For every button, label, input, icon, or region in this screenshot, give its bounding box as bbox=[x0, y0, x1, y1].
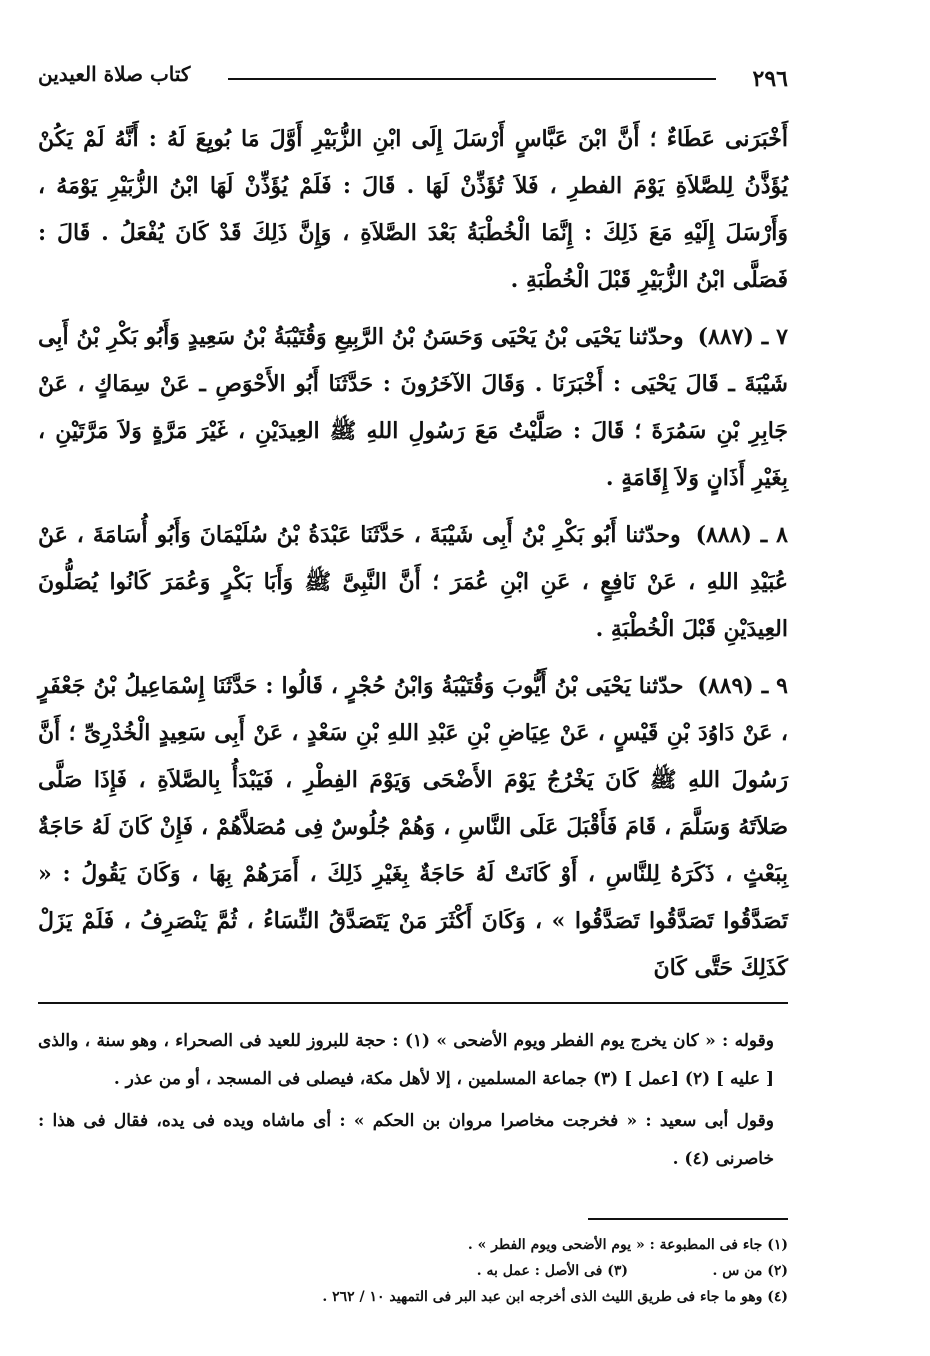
hadith-text: وحدّثنا يَحْيَى بْنُ يَحْيَى وَحَسَنُ بْنُ الرَّبِيعِ وَقُتَيْبَةُ بْنُ سَعِيدٍ وَأَبُو بَكْرِ بْنُ أَبِى شَيْبَةَ ـ قَالَ يَحْيَى : أَخْبَرَنَا . وَقَالَ الآخَرُونَ : حَدَّثَنَا أَبُو الأَحْوَصِ ـ عَنْ سِمَاكٍ ، عَنْ جَابِرِ بْنِ سَمُرَةَ ؛ قَالَ : صَلَّيْتُ مَعَ رَسُولِ اللهِ ﷺ العِيدَيْنِ ، غَيْرَ مَرَّةٍ وَلاَ مَرَّتَيْنِ ، بِغَيْرِ أَذَانٍ وَلاَ إِقَامَةٍ . bbox=[38, 324, 788, 491]
footnote-divider bbox=[588, 1218, 788, 1220]
hadith-paragraph bbox=[38, 314, 788, 502]
footnote-row bbox=[38, 1258, 788, 1284]
footnote-3: (٣) فى الأصل : عمل به . bbox=[476, 1263, 628, 1279]
hadith-number: ٧ ـ (٨٨٧) bbox=[697, 324, 788, 350]
footnote-row bbox=[38, 1284, 788, 1310]
intro-paragraph: أَخْبَرَنى عَطَاءٌ ؛ أَنَّ ابْنَ عَبَّاسٍ أَرْسَلَ إِلَى ابْنِ الزُّبَيْرِ أَوَّلَ مَا بُويِعَ لَهُ : أَنَّهُ لَمْ يَكُنْ يُؤَذَّنُ لِلصَّلاَةِ يَوْمَ الفطرِ ، فَلاَ تُؤَذِّنْ لَهَا . قَالَ : فَلَمْ يُؤَذِّنْ لَهَا ابْنُ الزُّبَيْرِ يَوْمَهُ ، وَأَرْسَلَ إِلَيْهِ مَعَ ذَلِكَ : إِنَّمَا الْخُطْبَةُ بَعْدَ الصَّلاَةِ ، وَإِنَّ ذَلِكَ قَدْ كَانَ يُفْعَلُ . قَالَ : فَصَلَّى ابْنُ الزُّبَيْرِ قَبْلَ الْخُطْبَةِ . bbox=[38, 126, 788, 293]
header-rule bbox=[228, 78, 716, 80]
commentary-paragraph: وقوله : « كان يخرج يوم الفطر ويوم الأضحى » (١) : حجة للبروز للعيد فى الصحراء ، وهو سنة ، والذى [ عليه ] (٢) [عمل ] (٣) جماعة المسلمين ، إلا لأهل مكة، فيصلى فى المسجد ، أو من عذر . bbox=[38, 1031, 775, 1089]
book-title: كتاب صلاة العيدين bbox=[38, 62, 191, 86]
hadith-text: حدّثنا يَحْيَى بْنُ أَيُّوبَ وَقُتَيْبَةُ وَابْنُ حُجْرٍ ، قَالُوا : حَدَّثَنَا إِسْمَاعِيلُ بْنُ جَعْفَرٍ ، عَنْ دَاوُدَ بْنِ قَيْسٍ ، عَنْ عِيَاضِ بْنِ عَبْدِ اللهِ بْنِ سَعْدٍ ، عَنْ أَبِى سَعِيدٍ الْخُدْرِىِّ ؛ أَنَّ رَسُولَ اللهِ ﷺ كَانَ يَخْرُجُ يَوْمَ الأَضْحَى وَيَوْمَ الفِطْرِ ، فَيَبْدَأُ بِالصَّلاَةِ ، فَإِذَا صَلَّى صَلاَتَهُ وَسَلَّمَ ، قَامَ فَأَقْبَلَ عَلَى النَّاسِ ، وَهُمْ جُلُوسٌ فِى مُصَلاَّهُمْ ، فَإِنْ كَانَ لَهُ حَاجَةٌ بِبَعْثٍ ، ذَكَرَهُ لِلنَّاسِ ، أَوْ كَانَتْ لَهُ حَاجَةٌ بِغَيْرِ ذَلِكَ ، أَمَرَهُمْ بِهَا ، وَكَانَ يَقُولُ : « تَصَدَّقُوا تَصَدَّقُوا تَصَدَّقُوا » ، وَكَانَ أَكْثَرَ مَنْ يَتَصَدَّقُ النِّسَاءُ ، ثُمَّ يَنْصَرِفُ ، فَلَمْ يَزَلْ كَذَلِكَ حَتَّى كَانَ bbox=[38, 673, 788, 981]
footnote-4: (٤) وهو ما جاء فى طريق الليث الذى أخرجه ابن عبد البر فى التمهيد ١٠ / ٢٦٢ . bbox=[322, 1289, 788, 1305]
footnote-2: (٢) من س . bbox=[712, 1263, 788, 1279]
hadith-paragraph bbox=[38, 512, 788, 653]
main-text bbox=[38, 116, 788, 992]
page-number: ٢٩٦ bbox=[752, 66, 788, 92]
hadith-number: ٨ ـ (٨٨٨) bbox=[695, 522, 788, 548]
footnotes bbox=[38, 1232, 788, 1310]
hadith-paragraph bbox=[38, 663, 788, 992]
commentary bbox=[38, 1022, 788, 1178]
footnote-1: (١) جاء فى المطبوعة : « يوم الأضحى ويوم الفطر » . bbox=[467, 1237, 788, 1253]
commentary-paragraph: وقول أبى سعيد : « فخرجت مخاصرا مروان بن الحكم » : أى ماشاه ويده فى يده، فقال فى هذا : خاصرنى (٤) . bbox=[38, 1111, 774, 1169]
hadith-number: ٩ ـ (٨٨٩) bbox=[697, 673, 788, 699]
page-header bbox=[38, 60, 788, 90]
hadith-text: وحدّثنا أَبُو بَكْرِ بْنُ أَبِى شَيْبَةَ ، حَدَّثَنَا عَبْدَةُ بْنُ سُلَيْمَانَ وَأَبُو أُسَامَةَ ، عَنْ عُبَيْدِ اللهِ ، عَنْ نَافِعٍ ، عَنِ ابْنِ عُمَرَ ؛ أَنَّ النَّبِىَّ ﷺ وَأَبَا بَكْرٍ وَعُمَرَ كَانُوا يُصَلُّونَ العِيدَيْنِ قَبْلَ الْخُطْبَةِ . bbox=[38, 522, 788, 642]
footnote-row bbox=[38, 1232, 788, 1258]
book-page bbox=[38, 60, 788, 1310]
text-divider bbox=[38, 1002, 788, 1004]
